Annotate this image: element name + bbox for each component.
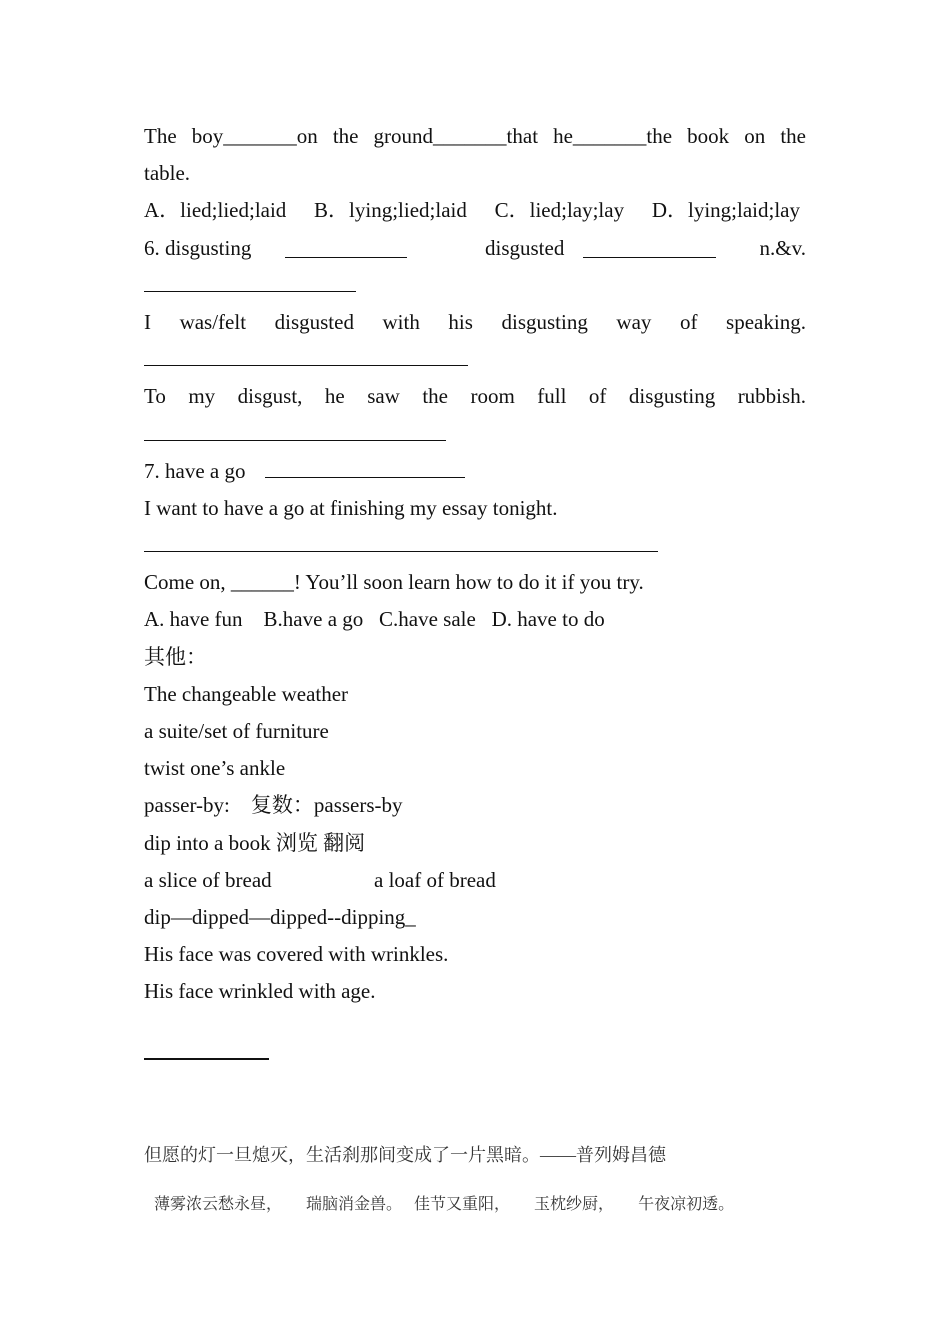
q6-example2-w6: the [422, 384, 448, 409]
q6-example1-w7: way [616, 309, 652, 334]
q5-sentence-line2: table. [144, 161, 191, 186]
q7-example1-blank-line [144, 527, 806, 564]
q6-blank-line [144, 267, 806, 304]
q6-example2-w3: disgust, [237, 384, 303, 409]
poem-line-3: 玉枕纱厨， [534, 1196, 615, 1213]
others-loaf: a loaf of bread [374, 867, 496, 892]
q5-w8: the [780, 124, 806, 148]
q6-example1-w6: disgusting [501, 309, 588, 334]
q6-header [144, 230, 806, 267]
q5-w5: he_______the [553, 124, 673, 148]
q6-example1-w4: with [382, 309, 420, 334]
q5-options [144, 192, 800, 229]
q5-w2: boy_______on [191, 124, 318, 148]
q5-option-b: B．lying;lied;laid [314, 198, 467, 223]
q7-header [144, 453, 806, 490]
others-item-0: The changeable weather [144, 681, 349, 706]
q6-example2-w10: disgusting [628, 384, 716, 409]
q6-blank-4 [144, 347, 468, 366]
q5-w4: ground_______that [373, 124, 539, 148]
q6-example2-w8: full [537, 384, 567, 409]
others-item2-2: His face wrinkled with age. [144, 979, 376, 1004]
others-heading: 其他： [144, 644, 207, 669]
q6-example2 [144, 378, 806, 415]
q6-example2-w5: saw [367, 384, 400, 409]
q6-number: 6. disgusting [144, 235, 252, 260]
q6-blank-2 [583, 239, 716, 258]
q6-example1 [144, 304, 806, 341]
poem-line-0: 薄雾浓云愁永昼， [154, 1196, 283, 1213]
q6-example1-w2: was/felt [179, 309, 247, 334]
q7-number: 7. have a go [144, 458, 246, 483]
q6-word2: disgusted [485, 235, 565, 260]
q5-option-d: D．lying;laid;lay [651, 198, 800, 223]
q5-w7: on [744, 124, 766, 148]
q6-example1-w5: his [448, 309, 473, 334]
q6-example1-w3: disgusted [274, 309, 354, 334]
others-item-3: passer-by: 复数：passers-by [144, 793, 403, 818]
q7-example2: Come on, ______! You’ll soon learn how to do it if you try. [144, 570, 644, 595]
q6-example2-w11: rubbish. [737, 384, 806, 409]
poem-line-4: 午夜凉初透。 [638, 1196, 735, 1213]
q6-example2-w4: he [324, 384, 345, 409]
q5-w6: book [687, 124, 730, 148]
q6-example1-blank-line [144, 341, 806, 378]
q5-option-a: A．lied;lied;laid [144, 198, 287, 223]
footer-quote: 但愿的灯一旦熄灭，生活刹那间变成了一片黑暗。——普列姆昌德 [144, 1145, 666, 1165]
others-bread-line [144, 862, 806, 899]
divider-rule [144, 1058, 269, 1060]
q6-example1-w8: of [679, 309, 698, 334]
footer-poem [154, 1191, 754, 1214]
q5-w1: The [144, 124, 177, 148]
q6-example2-blank-line [144, 416, 806, 453]
q5-w3: the [332, 124, 359, 148]
others-item-1: a suite/set of furniture [144, 719, 329, 743]
q7-blank-2 [144, 533, 658, 552]
q5-option-c: C．lied;lay;lay [494, 198, 625, 223]
q6-example1-w9: speaking. [726, 309, 806, 334]
q6-blank-5 [144, 422, 446, 441]
q6-blank-3 [144, 273, 356, 292]
q7-example1: I want to have a go at finishing my essay tonight. [144, 495, 558, 520]
document-body [144, 118, 806, 1011]
poem-line-1: 瑞脑消金兽。 [306, 1196, 403, 1213]
others-item2-1: His face was covered with wrinkles. [144, 942, 449, 967]
q6-example2-w1: To [144, 384, 166, 409]
q7-options: A. have fun B.have a go C.have sale D. have to do [144, 607, 605, 632]
others-slice: a slice of bread [144, 867, 272, 892]
others-item2-0: dip—dipped—dipped--dipping_ [144, 904, 416, 929]
q6-example2-w7: room [470, 384, 515, 409]
q7-blank-1 [265, 459, 465, 478]
q6-example1-w1: I [144, 309, 151, 334]
others-item-2: twist one’s ankle [144, 756, 286, 781]
q6-example2-w9: of [588, 384, 607, 409]
q6-pos: n.&v. [759, 235, 806, 260]
poem-line-2: 佳节又重阳， [414, 1196, 511, 1213]
q5-sentence-line1 [144, 118, 806, 155]
q6-blank-1 [285, 239, 407, 258]
others-item-4: dip into a book 浏览 翻阅 [144, 830, 366, 855]
q6-example2-w2: my [188, 384, 216, 409]
